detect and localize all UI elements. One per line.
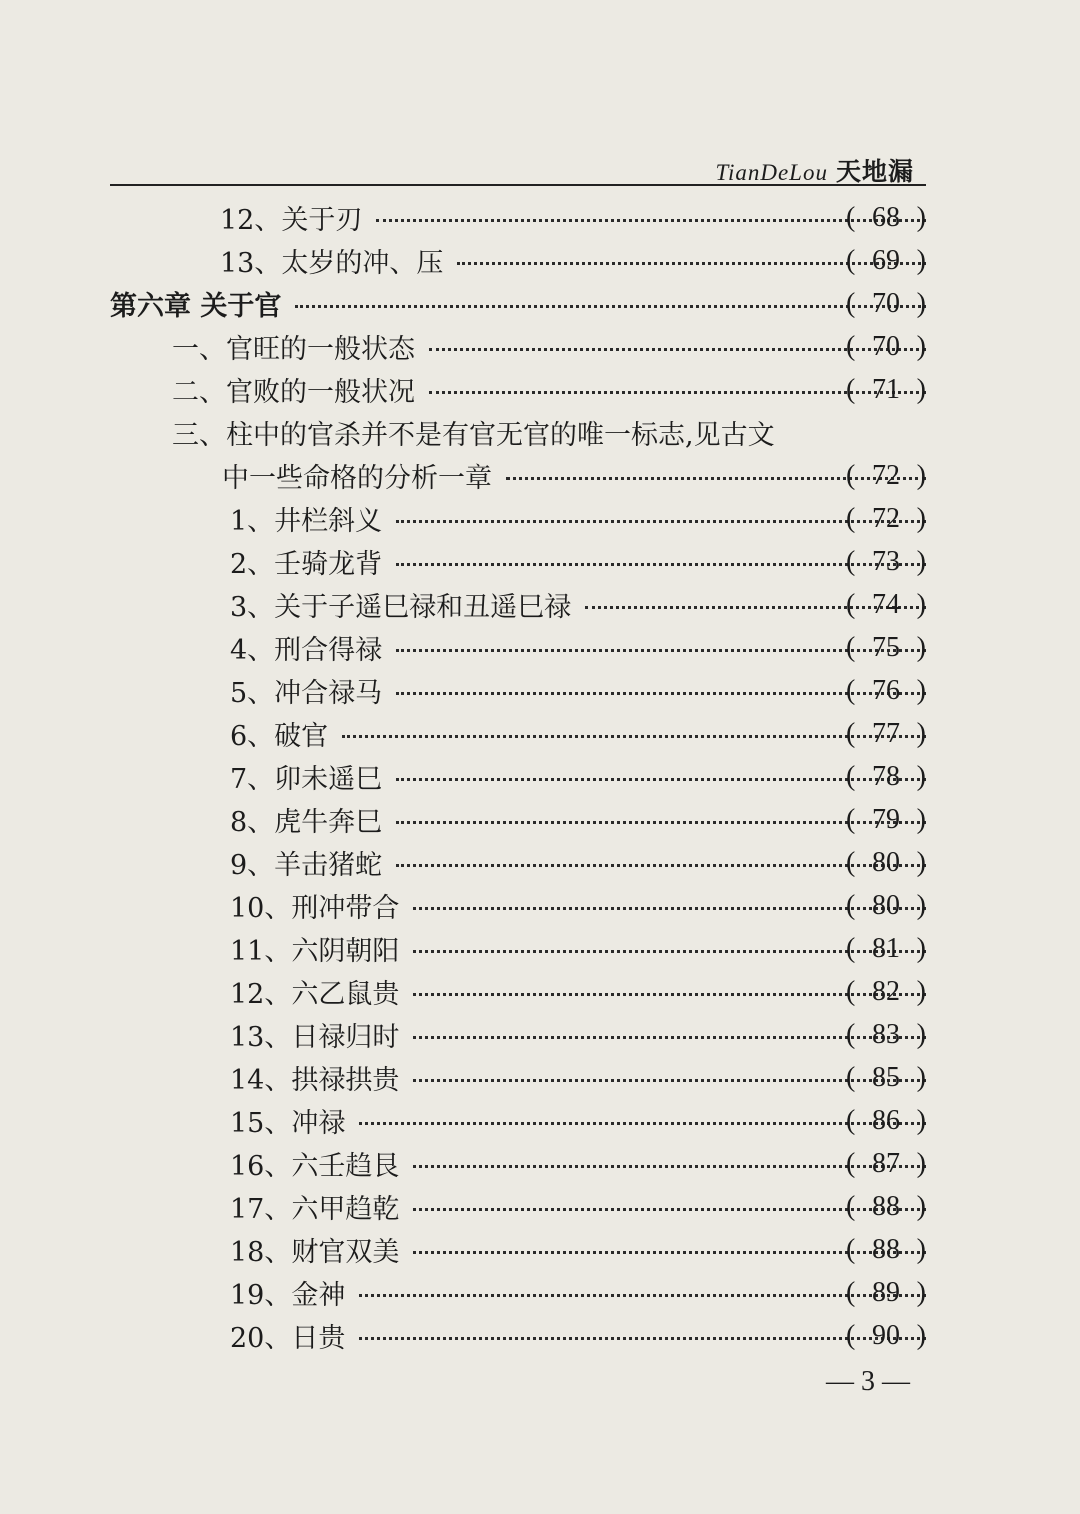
toc-entry-title: 二、官败的一般状况: [172, 377, 415, 408]
toc-entry-page: ( 70 ): [846, 330, 926, 362]
toc-entry: [0, 1099, 1080, 1142]
page-number-value: 76: [872, 674, 900, 706]
toc-entry-title: 1、井栏斜义: [230, 506, 383, 537]
logo-latin: TianDeLou: [715, 160, 828, 185]
toc-entry-page: ( 78 ): [846, 760, 926, 792]
page-number-value: 70: [872, 330, 900, 362]
toc-entry: [0, 626, 1080, 669]
toc-entry-page: ( 85 ): [846, 1061, 926, 1093]
toc-entry-title: 一、官旺的一般状态: [172, 334, 415, 365]
toc-entry-title: 第六章 关于官: [110, 291, 282, 322]
toc-entry-title: 12、六乙鼠贵: [230, 979, 400, 1010]
toc-entry-page: ( 82 ): [846, 975, 926, 1007]
toc-entry-page: ( 69 ): [846, 244, 926, 276]
toc-entry: [0, 927, 1080, 970]
toc-entry-page: ( 74 ): [846, 588, 926, 620]
toc-entry: [0, 1056, 1080, 1099]
toc-entry: [0, 196, 1080, 239]
dot-leader: [359, 1294, 926, 1297]
page-number-value: 81: [872, 932, 900, 964]
toc-entry-title: 8、虎牛奔巳: [230, 807, 383, 838]
toc-entry: [0, 1271, 1080, 1314]
toc-entry-page: ( 81 ): [846, 932, 926, 964]
page-number-value: 75: [872, 631, 900, 663]
toc-entry: [0, 669, 1080, 712]
page-number-value: 88: [872, 1233, 900, 1265]
page-number-value: 69: [872, 244, 900, 276]
page-number-value: 80: [872, 846, 900, 878]
dot-leader: [376, 219, 926, 222]
toc-entry-page: ( 72 ): [846, 459, 926, 491]
toc-entry-title: 15、冲禄: [230, 1108, 346, 1139]
toc-entry-page: ( 83 ): [846, 1018, 926, 1050]
toc-entry: [0, 282, 1080, 325]
toc-entry-page: ( 75 ): [846, 631, 926, 663]
page-number-value: 82: [872, 975, 900, 1007]
toc-entry: [0, 1013, 1080, 1056]
dot-leader: [295, 305, 926, 308]
page-number-value: 72: [872, 502, 900, 534]
toc-entry: [0, 755, 1080, 798]
toc-entry-page: ( 68 ): [846, 201, 926, 233]
toc-entry-title: 18、财官双美: [230, 1237, 400, 1268]
toc-entry-title: 6、破官: [230, 721, 329, 752]
toc-entry-title: 12、关于刃: [220, 205, 363, 236]
page-number-value: 70: [872, 287, 900, 319]
dot-leader: [359, 1337, 926, 1340]
header-rule: [110, 184, 926, 186]
page-number-value: 80: [872, 889, 900, 921]
toc-entry-page: ( 73 ): [846, 545, 926, 577]
toc-entry-page: ( 90 ): [846, 1319, 926, 1351]
toc-entry: [0, 884, 1080, 927]
toc-entry-page: ( 77 ): [846, 717, 926, 749]
toc-entry-page: ( 86 ): [846, 1104, 926, 1136]
toc-entry-title: 10、刑冲带合: [230, 893, 400, 924]
toc-entry: [0, 798, 1080, 841]
toc-entry: [0, 540, 1080, 583]
page-number: — 3 —: [826, 1366, 910, 1397]
toc-entry: [0, 368, 1080, 411]
toc-entry-page: ( 70 ): [846, 287, 926, 319]
page-number-value: 77: [872, 717, 900, 749]
toc-entry-page: ( 87 ): [846, 1147, 926, 1179]
logo-chinese: 天地漏: [835, 159, 914, 186]
toc-entry-title: 13、日禄归时: [230, 1022, 400, 1053]
page-number-value: 85: [872, 1061, 900, 1093]
toc-entry: [0, 841, 1080, 884]
toc-entry: [0, 1228, 1080, 1271]
toc-entry-title: 4、刑合得禄: [230, 635, 383, 666]
toc-entry: [0, 1314, 1080, 1357]
dot-leader: [359, 1122, 926, 1125]
toc-entry-page: ( 88 ): [846, 1233, 926, 1265]
toc-entry: [0, 583, 1080, 626]
toc-entry: [0, 1185, 1080, 1228]
toc-entry-title: 5、冲合禄马: [230, 678, 383, 709]
toc-entry-page: ( 76 ): [846, 674, 926, 706]
toc-entry-title: 13、太岁的冲、压: [220, 248, 444, 279]
toc-entry-page: ( 89 ): [846, 1276, 926, 1308]
toc-entry: [0, 411, 1080, 454]
toc-entry-title: 17、六甲趋乾: [230, 1194, 400, 1225]
page-number-value: 87: [872, 1147, 900, 1179]
toc-entry-title: 7、卯未遥巳: [230, 764, 383, 795]
page-number-value: 86: [872, 1104, 900, 1136]
toc-entry-title: 19、金神: [230, 1280, 346, 1311]
toc-entry-title: 20、日贵: [230, 1323, 346, 1354]
toc-entry-title: 9、羊击猪蛇: [230, 850, 383, 881]
toc-entry: [0, 497, 1080, 540]
page-number-value: 90: [872, 1319, 900, 1351]
header-logo: [715, 152, 914, 188]
page-number-value: 71: [872, 373, 900, 405]
page-number-value: 78: [872, 760, 900, 792]
toc-entry: [0, 1142, 1080, 1185]
toc-entry: [0, 239, 1080, 282]
toc-entry-page: ( 80 ): [846, 846, 926, 878]
toc-entry-page: ( 71 ): [846, 373, 926, 405]
toc-entry-title: 14、拱禄拱贵: [230, 1065, 400, 1096]
page-number-value: 74: [872, 588, 900, 620]
toc-entry: [0, 712, 1080, 755]
page-number-value: 89: [872, 1276, 900, 1308]
page-number-value: 83: [872, 1018, 900, 1050]
toc-entry-title: 16、六壬趋艮: [230, 1151, 400, 1182]
toc-entry-page: ( 88 ): [846, 1190, 926, 1222]
toc-entry-title: 2、壬骑龙背: [230, 549, 383, 580]
page-number-value: 79: [872, 803, 900, 835]
toc-entry: [0, 325, 1080, 368]
toc-entry: [0, 454, 1080, 497]
toc-entry-title: 中一些命格的分析一章: [222, 463, 492, 494]
toc-entry: [0, 970, 1080, 1013]
page-number-value: 72: [872, 459, 900, 491]
toc-entry-title: 三、柱中的官杀并不是有官无官的唯一标志,见古文: [172, 420, 775, 451]
toc-entry-title: 11、六阴朝阳: [230, 936, 400, 967]
page-number-value: 88: [872, 1190, 900, 1222]
dot-leader: [342, 735, 926, 738]
page-number-value: 68: [872, 201, 900, 233]
page-number-value: 73: [872, 545, 900, 577]
toc-entry-page: ( 72 ): [846, 502, 926, 534]
toc-entry-page: ( 79 ): [846, 803, 926, 835]
table-of-contents: [0, 196, 1080, 1357]
toc-entry-title: 3、关于子遥巳禄和丑遥巳禄: [230, 592, 572, 623]
toc-entry-page: ( 80 ): [846, 889, 926, 921]
